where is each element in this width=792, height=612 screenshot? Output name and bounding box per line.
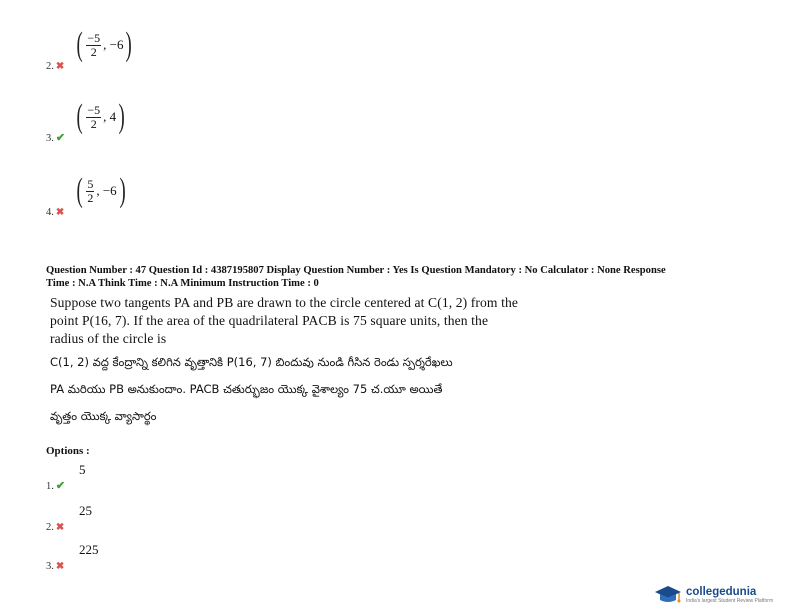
option-value: 5: [79, 462, 86, 477]
wrong-icon: ✖: [55, 61, 65, 72]
option-1: [46, 462, 86, 494]
prev-option-2: [46, 28, 135, 74]
question-text-telugu: C(1, 2) వద్ద కేంద్రాన్ని కలిగిన వృత్తానికి P(16, 7) బిందువు నుండి గీసిన రెండు స్పర్శరేఖలు PA మరియు PB అనుకుందాం. PACB చతుర్భుజం యొక్క వైశాల్యం 75 చ.యూ అయితే వృత్తం యొక్క వ్యాసార్థం: [50, 355, 453, 423]
option-number: 3.: [46, 561, 54, 572]
option-expression: ( $\frac{5}{2}$ , −6 ): [76, 172, 126, 209]
fraction: $\frac{-5}{2}$: [87, 30, 101, 59]
wrong-icon: ✖: [55, 522, 65, 533]
question-text-english: Suppose two tangents PA and PB are drawn to the circle centered at C(1, 2) from the point P(16, 7). If the area of the quadrilateral PACB is 75 square units, then the radius of the circle is: [50, 295, 518, 346]
option-number: 2.: [46, 522, 54, 533]
option-number: 4.: [46, 207, 54, 218]
prev-option-3: [46, 100, 127, 146]
option-number: 1.: [46, 481, 54, 492]
wrong-icon: ✖: [55, 207, 65, 218]
check-icon: ✔: [55, 480, 66, 492]
option-value: 25: [79, 503, 92, 518]
options-label: Options :: [46, 445, 90, 457]
fraction: $\frac{5}{2}$: [87, 176, 94, 205]
question-meta: Question Number : 47 Question Id : 4387195807 Display Question Number : Yes Is Question Mandatory : No Calculator : None Response Time : N.A Think Time : N.A Minimum Instruction Time : 0: [46, 265, 666, 289]
check-icon: ✔: [55, 132, 66, 144]
option-value: 225: [79, 542, 99, 557]
graduation-cap-icon: [654, 584, 682, 606]
wrong-icon: ✖: [55, 561, 65, 572]
option-2: [46, 503, 92, 535]
option-number: 2.: [46, 61, 54, 72]
option-expression: ( $\frac{-5}{2}$ , −6 ): [76, 26, 133, 63]
brand-logo: [654, 584, 773, 606]
option-expression: ( $\frac{-5}{2}$ , 4 ): [76, 98, 125, 135]
fraction: $\frac{-5}{2}$: [87, 102, 101, 131]
brand-tagline: India's largest Student Review Platform: [686, 598, 774, 604]
prev-option-4: [46, 174, 128, 220]
option-3: [46, 542, 99, 574]
option-number: 3.: [46, 133, 54, 144]
brand-name: collegedunia: [686, 586, 757, 598]
